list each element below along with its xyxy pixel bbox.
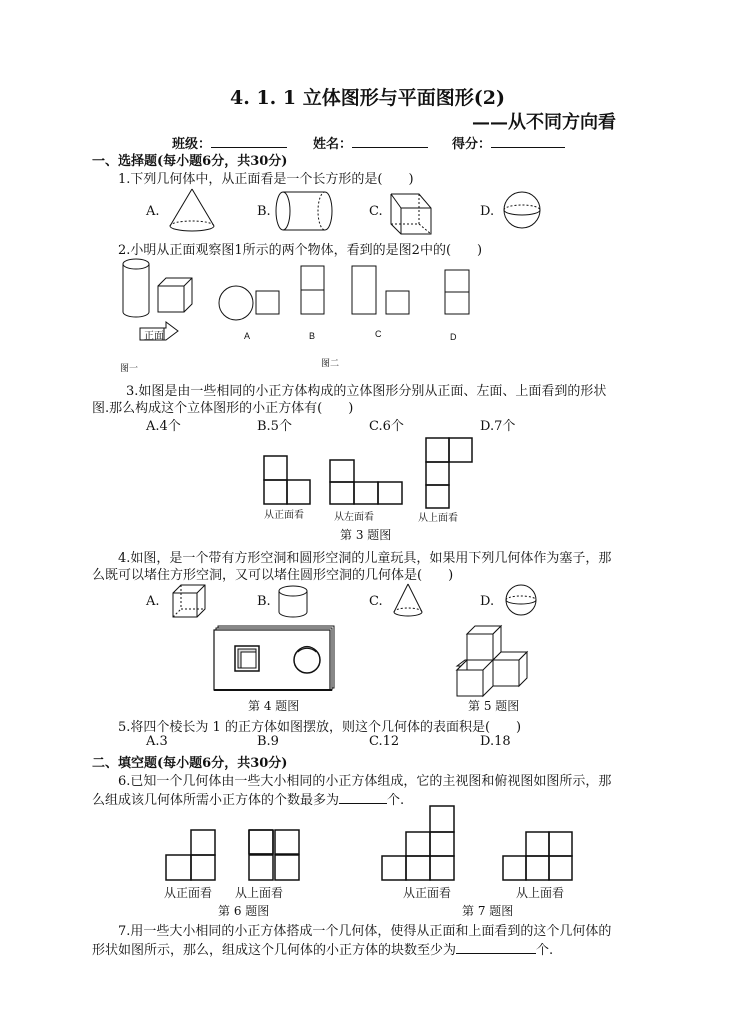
q6-line2: 么组成该几何体所需小正方体的个数最多为: [92, 793, 340, 808]
q5-option-d: D.18: [480, 734, 511, 749]
q5-option-c: C.12: [369, 734, 400, 749]
q2-option-d: D: [450, 332, 457, 342]
q4-toy-figure: [212, 622, 337, 692]
q4-option-c: C.: [369, 594, 383, 609]
q5-cubes-figure: [455, 622, 530, 700]
class-label: 班级：: [172, 137, 212, 152]
section1-heading: 一、选择题(每小题6分，共30分): [92, 154, 288, 169]
q1-cone-figure: [168, 188, 216, 234]
q1-option-a: A.: [146, 204, 160, 219]
q4-option-b: B.: [257, 594, 271, 609]
q3-front-label: 从正面看: [264, 510, 304, 521]
q6-line1: 6.已知一个几何体由一些大小相同的小正方体组成，它的主视图和俯视图如图所示，那: [118, 774, 612, 789]
q3-top-label: 从上面看: [418, 513, 458, 524]
q6-caption: 第 6 题图: [218, 904, 270, 918]
name-blank[interactable]: [352, 135, 428, 148]
q3-line1: 3.如图是由一些相同的小正方体构成的立体图形分别从正面、左面、上面看到的形状: [126, 384, 607, 399]
q7-line2: 形状如图所示，那么，组成这个几何体的小正方体的块数至少为: [92, 943, 457, 958]
fig2-label: 图二: [321, 358, 340, 368]
q4-line1: 4.如图，是一个带有方形空洞和圆形空洞的儿童玩具，如果用下列几何体作为塞子，那: [118, 551, 612, 566]
q3-option-d: D.7个: [480, 419, 516, 434]
q2-option-c: C: [375, 329, 382, 339]
q4-line2: 么既可以堵住方形空洞，又可以堵住圆形空洞的几何体是( ): [92, 568, 454, 583]
q7-answer-blank[interactable]: [456, 941, 536, 954]
q6-line2-wrap: [92, 789, 404, 808]
q7-caption: 第 7 题图: [462, 904, 514, 918]
q3-left-label: 从左面看: [334, 512, 374, 523]
q7-top-label: 从上面看: [516, 886, 565, 900]
q3-option-b: B.5个: [257, 419, 292, 434]
q1-option-b: B.: [257, 204, 271, 219]
q2-options-figure: [217, 262, 477, 372]
q3-option-a: A.4个: [146, 419, 181, 434]
front-sign-label: 正面: [144, 331, 164, 342]
q2-option-b: B: [309, 331, 316, 341]
q5-option-a: A.3: [146, 734, 168, 749]
q5-caption: 第 5 题图: [468, 699, 520, 713]
q1-option-d: D.: [480, 204, 495, 219]
q2-text: 2.小明从正面观察图1所示的两个物体，看到的是图2中的( ): [118, 243, 483, 258]
q4-option-figures: [170, 582, 540, 622]
q6-line2-end: 个.: [387, 793, 405, 808]
q4-option-d: D.: [480, 594, 495, 609]
q1-text: 1.下列几何体中，从正面看是一个长方形的是( ): [118, 172, 414, 187]
q4-option-a: A.: [146, 594, 160, 609]
q7-front-label: 从正面看: [403, 886, 452, 900]
q2-figure1: [118, 256, 198, 374]
q6-top-label: 从上面看: [235, 886, 284, 900]
q6-front-label: 从正面看: [164, 886, 213, 900]
page-title: 4. 1. 1 立体图形与平面图形(2): [230, 87, 505, 109]
q1-cylinder-figure: [275, 190, 333, 232]
q2-option-a: A: [244, 331, 251, 341]
q3-caption: 第 3 题图: [340, 528, 392, 542]
fig1-label: 图一: [120, 363, 139, 373]
page-subtitle: ——从不同方向看: [472, 112, 616, 133]
q7-views-figure: [376, 802, 586, 884]
name-field: [313, 133, 428, 152]
q1-option-c: C.: [369, 204, 383, 219]
q1-prism-figure: [389, 190, 433, 236]
q7-line1: 7.用一些大小相同的小正方体搭成一个几何体，使得从正面和上面看到的这个几何体的: [118, 924, 612, 939]
score-field: [452, 133, 565, 152]
q4-caption: 第 4 题图: [248, 699, 300, 713]
q3-option-c: C.6个: [369, 419, 404, 434]
q3-line2: 图.那么构成这个立体图形的小正方体有( ): [92, 401, 354, 416]
score-label: 得分：: [452, 137, 492, 152]
name-label: 姓名：: [313, 137, 353, 152]
score-blank[interactable]: [491, 135, 565, 148]
q7-line2-end: 个.: [536, 943, 554, 958]
class-blank[interactable]: [211, 135, 287, 148]
q7-line2-wrap: [92, 939, 553, 958]
q1-sphere-figure: [502, 190, 542, 230]
q5-option-b: B.9: [257, 734, 279, 749]
q5-text: 5.将四个棱长为 1 的正方体如图摆放，则这个几何体的表面积是( ): [118, 720, 522, 735]
section2-heading: 二、填空题(每小题6分，共30分): [92, 756, 288, 771]
